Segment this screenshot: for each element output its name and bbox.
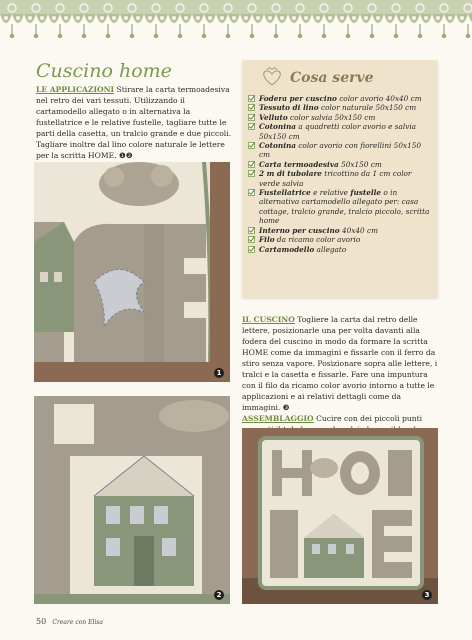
photo-badge: 2 [214, 590, 224, 600]
materials-item-name: Cotonina [259, 122, 297, 132]
page-footer [36, 617, 103, 626]
materials-item-detail: o in alternativa cartamodello allegato per: casa cottage, tralcio grande, tralcio piccolo, scritta home [259, 188, 430, 226]
materials-item-name: Fustellatrice [259, 188, 311, 198]
materials-item-name: Cotonina [259, 141, 297, 151]
materials-item-detail: a quadretti color avorio e salvia 50x150 cm [259, 122, 417, 141]
magazine-name: Creare con Elisa [52, 619, 103, 626]
materials-item-detail: color avorio con fiorellini 50x150 cm [259, 141, 422, 160]
materials-item [248, 122, 434, 141]
checkbox-icon [248, 161, 255, 168]
materials-item [248, 160, 434, 169]
checkbox-icon [248, 104, 255, 111]
checkbox-icon [248, 236, 255, 243]
materials-item-detail: 50x150 cm [338, 159, 382, 169]
materials-item-detail: tricottino da 1 cm color verde salvia [259, 169, 412, 188]
materials-item-name: Carta termoadesiva [259, 159, 339, 169]
intro-keyword: LE APPLICAZIONI [36, 85, 115, 94]
checkbox-icon [248, 142, 255, 149]
materials-item-name: Interno per cuscino [259, 225, 340, 235]
materials-item [248, 169, 434, 188]
page-number: 50 [36, 617, 47, 626]
photo-1 [34, 162, 230, 382]
materials-item [248, 113, 434, 122]
intro-text: Stirare la carta termoadesiva nel retro dei vari tessuti. Utilizzando il cartamodello allegato o in alternativa la fustellatrice e le relative fustelle, tagliare tutte le parti della casetta, un tralcio grande e due piccoli. Tagliare inoltre dal lino colore naturale le lettere per la scritta HOME. [36, 85, 232, 160]
checkbox-icon [248, 95, 255, 102]
materials-item-detail: da ricamo color avorio [274, 235, 361, 245]
checkbox-icon [248, 170, 255, 177]
materials-item [248, 188, 434, 226]
materials-card [242, 60, 438, 298]
materials-item-name: Cartamodello [259, 244, 315, 254]
photo-2 [34, 396, 230, 604]
checkbox-icon [248, 123, 255, 130]
checkbox-icon [248, 114, 255, 121]
materials-item-name: Fodera per cuscino [259, 94, 337, 103]
materials-item [248, 235, 434, 244]
materials-item-detail: color naturale 50x150 cm [318, 103, 417, 113]
instruction-text: Togliere la carta dal retro delle lettere, posizionarle una per volta davanti alla fodera del cuscino in modo da formare la scritta HOME come da immagini e fissarle con il ferro da stiro senza vapore. Posizionare sopra alle lettere, i tralci e la casetta e fissarle. Fare una impuntura con il filo da ricamo color avorio intorno a tutte le applicazioni e ai relativi dettagli come da immagini. [242, 315, 438, 412]
checkbox-icon [248, 246, 255, 253]
photo-3-image [242, 428, 438, 604]
materials-item-name: 2 m di tubolare [259, 169, 322, 179]
materials-item [248, 226, 434, 235]
materials-header [248, 64, 432, 90]
instruction-cuscino [242, 314, 438, 413]
instruction-text: Cucire con dei piccoli punti [316, 414, 423, 423]
materials-item-name: fustelle [350, 188, 382, 198]
materials-item-detail: e relative [310, 188, 351, 198]
crown-heart-icon [258, 67, 286, 87]
page-title: Cuscino home [36, 60, 172, 82]
photo-1-image [34, 162, 230, 382]
materials-item-name: Tessuto di lino [259, 103, 319, 113]
photo-3 [242, 428, 438, 604]
materials-item [248, 103, 434, 112]
materials-title: Cosa serve [290, 70, 374, 86]
intro-refs: ❶❷ [119, 151, 133, 160]
instruction-keyword: IL CUSCINO [242, 315, 295, 324]
lace-border [0, 0, 472, 44]
checkbox-icon [248, 189, 255, 196]
materials-item [248, 245, 434, 254]
materials-item [248, 94, 434, 103]
photo-badge: 1 [214, 368, 224, 378]
instruction-keyword: ASSEMBLAGGIO [242, 414, 314, 423]
materials-item-name: Velluto [259, 112, 288, 122]
intro-paragraph [36, 84, 236, 161]
photo-2-image [34, 396, 230, 604]
materials-item-detail: allegato [314, 244, 347, 254]
checkbox-icon [248, 227, 255, 234]
materials-item-detail: color salvia 50x150 cm [287, 112, 376, 122]
materials-list [248, 94, 434, 254]
materials-item [248, 141, 434, 160]
photo-badge: 3 [422, 590, 432, 600]
materials-item-name: Filo [259, 235, 275, 245]
materials-item-detail: color avorio 40x40 cm [336, 94, 422, 103]
instruction-ref: ❸ [282, 403, 290, 412]
materials-item-detail: 40x40 cm [339, 225, 379, 235]
